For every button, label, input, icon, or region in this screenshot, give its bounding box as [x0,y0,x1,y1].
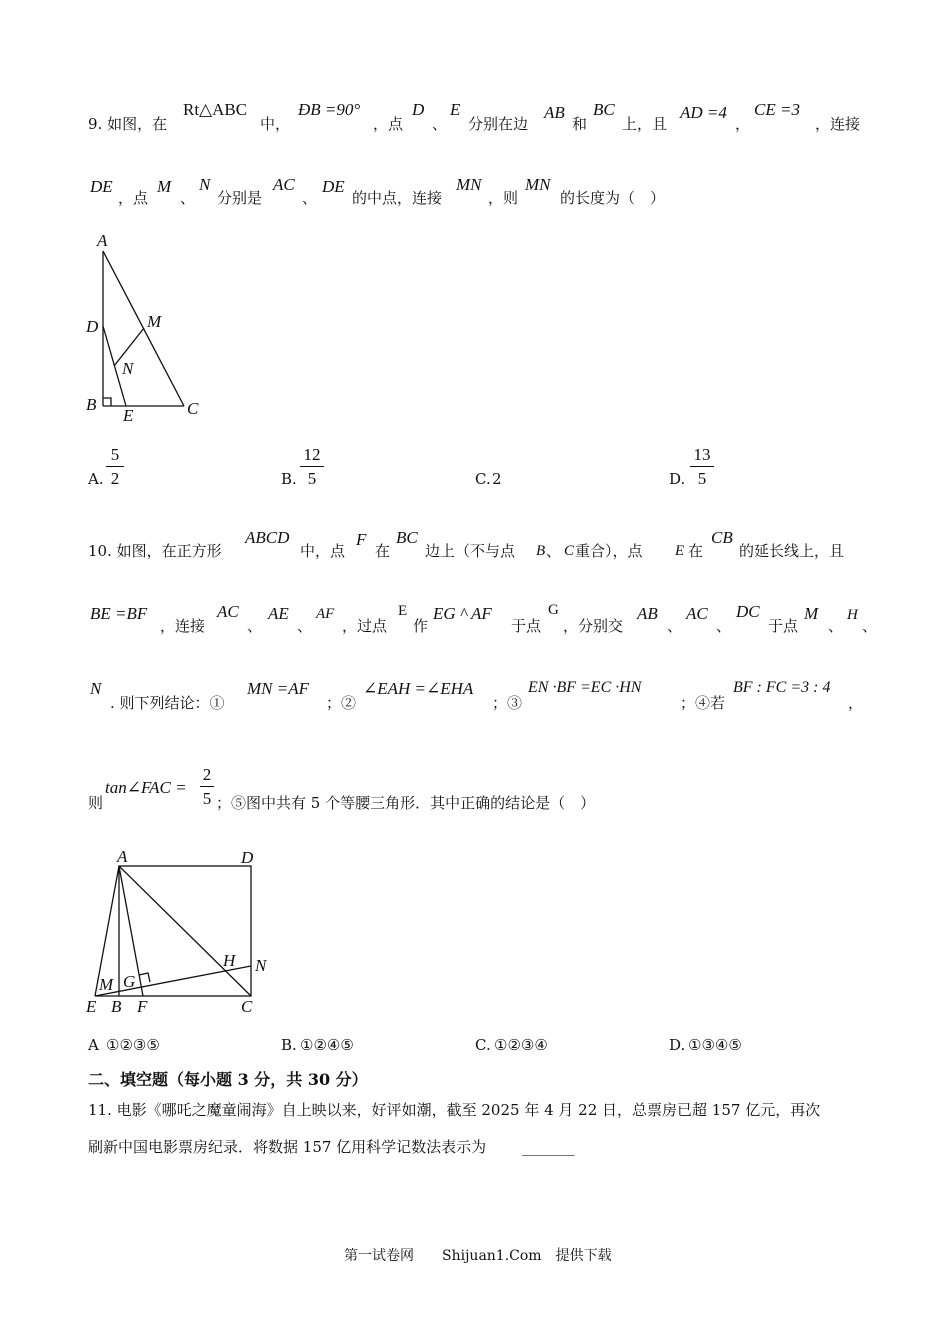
q10-l2-text-11: 、 [828,617,844,635]
q10-math-tan: tan∠FAC = [105,778,187,797]
q9-math-mn: MN [456,175,482,194]
q9-option-d-letter: D. [669,470,686,488]
q9-option-d-den: 5 [697,469,707,488]
q10-l2-text-6: 于点 [511,617,542,635]
q9-math-de: DE [90,177,113,196]
q10-option-c-text: ①②③④ [494,1036,548,1054]
q9-text-3: ，点 [373,115,404,133]
q9-l2-text-7: 的长度为（ ） [560,189,666,207]
q10-math-eg-perp-af: EG ^ AF [433,604,492,623]
q10-l2-text-9: 、 [716,617,732,635]
q9-label-e: E [123,406,134,425]
q10-l2-text-12: 、 [862,617,878,635]
q10-label-m: M [99,975,114,994]
q9-option-a-den: 2 [110,469,120,488]
q10-math-en-bf: EN ·BF =EC ·HN [528,679,642,696]
q11-line-1: 11. 电影《哪吒之魔童闹海》自上映以来，好评如潮，截至 2025 年 4 月 22 日，总票房已超 157 亿元，再次 [88,1101,821,1119]
q10-option-c-letter: C. [475,1036,491,1054]
q10-l3-text-5: ， [848,694,864,712]
q10-label-a: A [117,847,128,866]
q10-math-af: AF [316,606,335,622]
q9-math-e: E [450,100,461,119]
q10-label-n: N [255,956,267,975]
q9-option-b-den: 5 [307,469,317,488]
q10-text-4g: 在 [688,542,704,560]
q10-math-mn-af: MN =AF [247,679,309,698]
q10-tan-den: 5 [202,789,212,808]
q9-math-d: D [412,100,425,119]
section-2-title: 二、填空题（每小题 3 分，共 30 分） [88,1070,368,1089]
q10-math-abcd: ABCD [245,528,290,547]
q9-math-bc: BC [593,100,615,119]
q10-l2-text-10: 于点 [768,617,799,635]
q10-option-a-text: ①②③⑤ [106,1036,160,1054]
q10-l2-text-7: ，分别交 [563,617,624,635]
q10-text-2: 中，点 [300,542,346,560]
q10-text-4d: C [564,543,575,559]
q9-text-7: 上，且 [622,115,668,133]
q10-math-dc: DC [736,602,760,621]
q9-math-de-2: DE [322,177,345,196]
q9-text-2: 中， [260,115,291,133]
q11-line-2: 刷新中国电影票房纪录．将数据 157 亿用科学记数法表示为 [88,1138,487,1156]
q10-option-b-letter: B. [281,1036,297,1054]
q10-math-ae: AE [268,604,289,623]
q9-text-9: ，连接 [815,115,861,133]
q9-math-ce: CE =3 [754,100,800,119]
q9-text-5: 分别在边 [468,115,529,133]
q10-l2-text-2: 、 [247,617,263,635]
q9-math-ac: AC [273,175,295,194]
q9-label-m: M [147,312,162,331]
q9-math-ab: AB [544,103,565,122]
q9-l2-text-2: 、 [180,189,196,207]
q10-label-e: E [86,997,97,1016]
q9-option-b-letter: B. [281,470,297,488]
q10-text-4c: 、 [546,542,562,560]
q10-math-be-bf: BE =BF [90,604,148,623]
q9-l2-text-5: 的中点，连接 [352,189,443,207]
q9-option-c-letter: C. [475,470,491,488]
q9-option-c-text: 2 [492,470,502,488]
q10-l2-text-4: ，过点 [342,617,388,635]
q10-math-ratio: BF : FC =3 : 4 [733,679,831,696]
q10-label-f: F [137,997,148,1016]
q9-l2-text-6: ，则 [488,189,519,207]
q9-option-b-num: 12 [303,445,321,464]
q9-math-m: M [157,177,172,196]
q9-math-angle-b: ÐB =90° [298,100,361,119]
q10-l3-text-4: ；④若 [680,694,726,712]
q9-label-a: A [97,231,108,250]
q10-option-d-text: ①③④⑤ [688,1036,742,1054]
q10-math-g: G [548,602,559,618]
q10-text-4a: 边上（不与点 [425,542,516,560]
q10-label-d: D [241,848,254,867]
q10-math-ac: AC [217,602,239,621]
q9-label-d: D [86,317,99,336]
q10-text-5: 的延长线上，且 [739,542,845,560]
q9-option-d-num: 13 [693,445,711,464]
q10-label-c: C [241,997,253,1016]
q10-math-cb: CB [711,528,733,547]
q10-text-3: 在 [375,542,391,560]
q11-answer-blank[interactable]: _______ [522,1138,575,1156]
q10-label-g: G [123,972,136,991]
q10-math-bc: BC [396,528,418,547]
q10-option-b-text: ①②④⑤ [300,1036,354,1054]
q9-option-a-letter: A. [88,470,104,488]
q9-label-c: C [187,399,199,418]
q10-l4-text-1: ；⑤图中共有 5 个等腰三角形．其中正确的结论是（ ） [216,794,596,812]
q10-text-4f: E [675,543,685,559]
q10-math-e: E [398,603,408,619]
q10-label-h: H [223,951,236,970]
q10-math-angle-eah: ∠EAH =∠EHA [363,679,474,698]
q10-l2-text-1: ，连接 [160,617,206,635]
q10-text-1: 10. 如图，在正方形 [88,542,222,560]
q9-math-rt-abc: Rt△ABC [183,100,248,119]
q10-l2-text-5: 作 [413,617,429,635]
q9-text-8: ， [735,115,751,133]
q10-text-4e: 重合），点 [575,542,643,560]
q9-math-ad: AD =4 [680,103,727,122]
q10-math-n: N [90,679,102,698]
q10-l3-text-2: ；② [326,694,357,712]
q9-math-mn-2: MN [525,175,551,194]
q9-text-4: 、 [432,115,448,133]
q10-math-h: H [847,607,858,623]
q10-l2-text-8: 、 [667,617,683,635]
q9-label-b: B [86,395,97,414]
q9-l2-text-1: ，点 [118,189,149,207]
q9-label-n: N [122,359,134,378]
q10-l2-text-3: 、 [297,617,313,635]
q9-text-6: 和 [572,115,588,133]
q9-math-n: N [199,175,211,194]
q9-text-1: 9. 如图，在 [88,115,168,133]
footer-text: 第一试卷网 Shijuan1.Com 提供下载 [344,1248,612,1264]
q10-l4-text-0: 则 [88,794,104,812]
q10-l3-text-3: ；③ [492,694,523,712]
q10-option-d-letter: D. [669,1036,686,1054]
q10-math-ab: AB [637,604,658,623]
q9-option-a-num: 5 [110,445,120,464]
q10-text-4b: B [536,543,546,559]
q10-math-f: F [356,530,367,549]
q10-math-ac-2: AC [686,604,708,623]
q10-option-a-letter: A [88,1036,99,1054]
q10-label-b: B [111,997,122,1016]
q10-math-m: M [804,604,819,623]
q10-l3-text-1: . 则下列结论：① [110,694,225,712]
q10-tan-num: 2 [202,765,212,784]
q9-l2-text-3: 分别是 [217,189,263,207]
q9-l2-text-4: 、 [302,189,318,207]
